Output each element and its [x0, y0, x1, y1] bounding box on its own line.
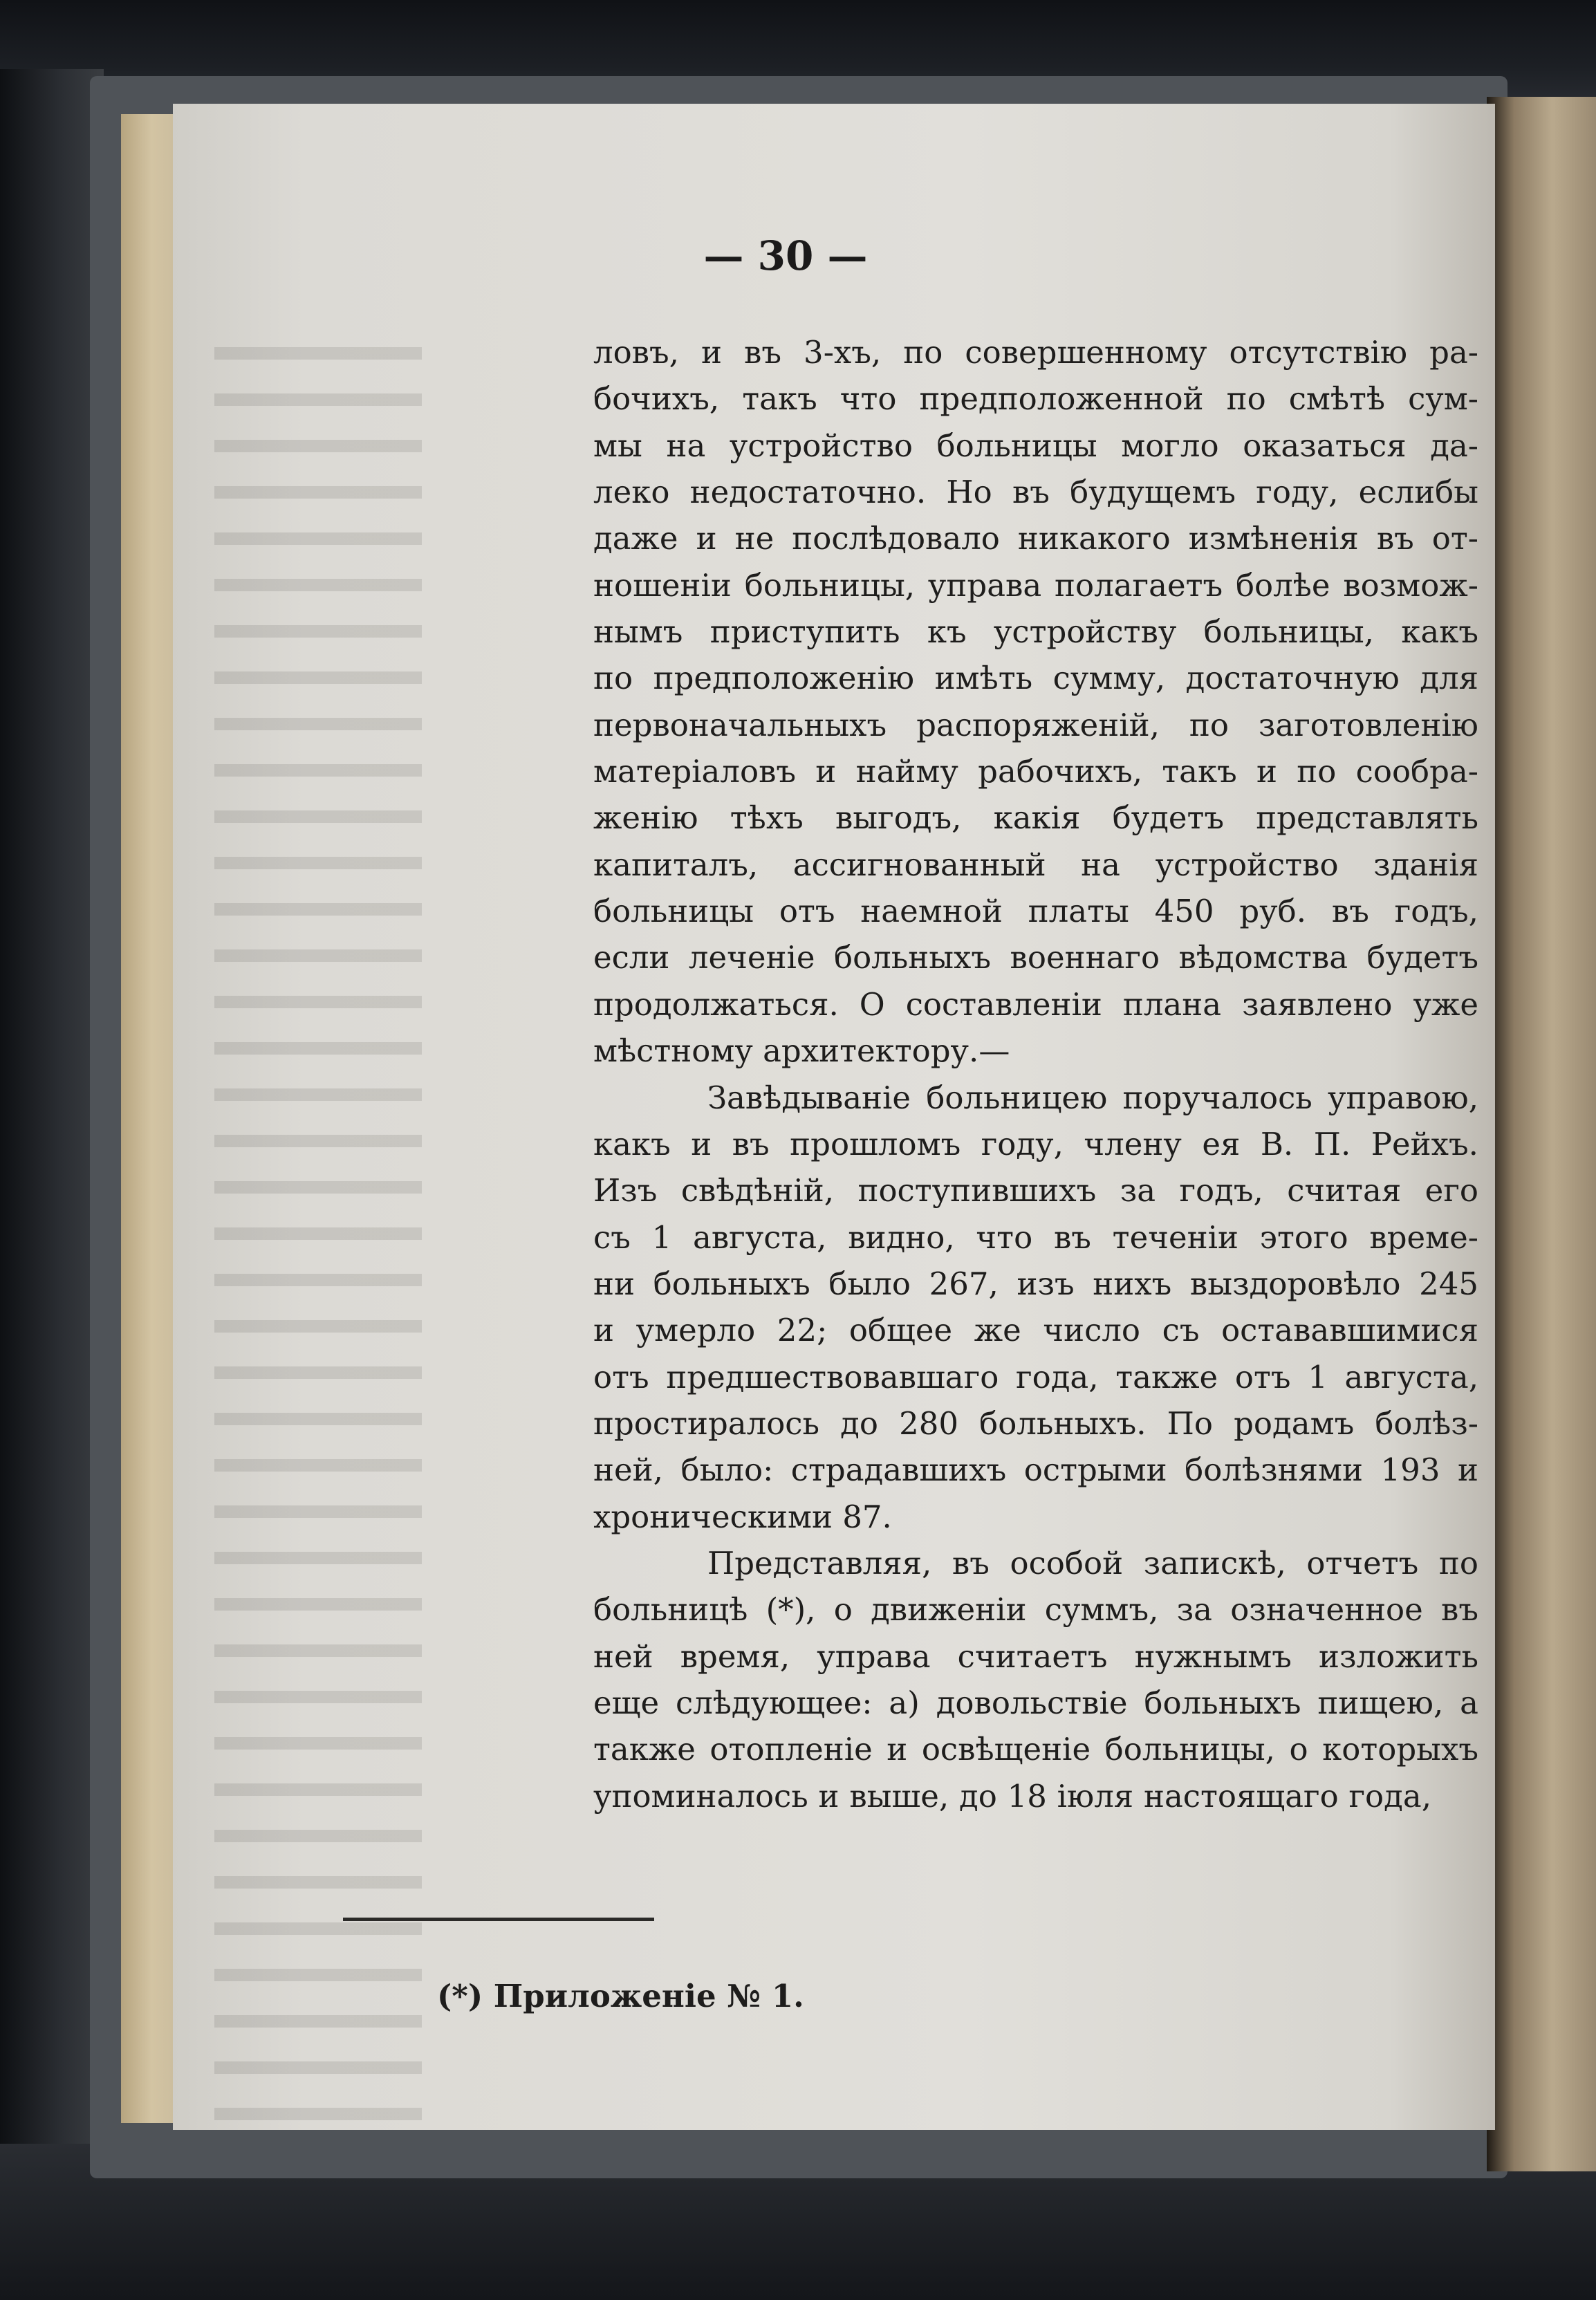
text-line: ловъ, и въ 3-хъ, по совершенному отсутствію ра- — [593, 334, 1478, 371]
text-line: женію тѣхъ выгодъ, какія будетъ представлять — [593, 799, 1478, 837]
text-line: съ 1 августа, видно, что въ теченіи этого време- — [593, 1218, 1478, 1256]
facing-page-edge — [1487, 97, 1596, 2171]
text-line: ней время, управа считаетъ нужнымъ изложить — [593, 1638, 1478, 1675]
text-line: матеріаловъ и найму рабочихъ, такъ и по сообра- — [593, 753, 1478, 790]
text-line: и умерло 22; общее же число съ остававшимися — [593, 1312, 1478, 1349]
text-line: бочихъ, такъ что предположенной по смѣтѣ сум- — [593, 380, 1478, 418]
text-line: ней, было: страдавшихъ острыми болѣзнями 193 и — [593, 1452, 1478, 1489]
text-line: ни больныхъ было 267, изъ нихъ выздоровѣло 245 — [593, 1265, 1478, 1302]
text-line: отъ предшествовавшаго года, также отъ 1 августа, — [593, 1358, 1478, 1395]
text-line: простиралось до 280 больныхъ. По родамъ болѣз- — [593, 1404, 1478, 1442]
footnote-rule — [343, 1918, 654, 1921]
text-line: также отопленіе и освѣщеніе больницы, о которыхъ — [593, 1731, 1478, 1768]
text-line: если леченіе больныхъ военнаго вѣдомства будетъ — [593, 939, 1478, 976]
text-line: мѣстному архитектору.— — [593, 1032, 1010, 1070]
text-line: нымъ приступить къ устройству больницы, какъ — [593, 613, 1478, 651]
text-line: капиталъ, ассигнованный на устройство зданія — [593, 846, 1478, 883]
body-text — [593, 329, 1478, 1819]
book-cover-left — [0, 69, 104, 2300]
text-line: Изъ свѣдѣній, поступившихъ за годъ, считая его — [593, 1172, 1478, 1209]
text-line: еще слѣдующее: а) довольствіе больныхъ пищею, а — [593, 1684, 1478, 1721]
text-line: больницѣ (*), о движеніи суммъ, за означенное въ — [593, 1591, 1478, 1629]
text-line: леко недостаточно. Но въ будущемъ году, еслибы — [593, 474, 1478, 511]
text-line: ношеніи больницы, управа полагаетъ болѣе возмож- — [593, 566, 1478, 604]
text-line: какъ и въ прошломъ году, члену ея В. П. Рейхъ. — [593, 1125, 1478, 1162]
show-through-text — [214, 332, 422, 2130]
text-line: продолжаться. О составленіи плана заявлено уже — [593, 985, 1478, 1023]
text-line: Представляя, въ особой запискѣ, отчетъ по — [707, 1544, 1478, 1582]
footnote: (*) Приложеніе № 1. — [437, 1978, 804, 2014]
text-line: даже и не послѣдовало никакого измѣненія въ от- — [593, 520, 1478, 557]
text-line: первоначальныхъ распоряженій, по заготовленію — [593, 706, 1478, 743]
text-line: хроническими 87. — [593, 1498, 892, 1535]
page-number: — 30 — — [703, 232, 868, 279]
text-line: мы на устройство больницы могло оказаться да- — [593, 427, 1478, 464]
text-line: упоминалось и выше, до 18 іюля настоящаго года, — [593, 1777, 1431, 1815]
text-line: больницы отъ наемной платы 450 руб. въ годъ, — [593, 893, 1478, 930]
text-line: Завѣдываніе больницею поручалось управою, — [707, 1079, 1478, 1116]
text-line: по предположенію имѣть сумму, достаточную для — [593, 660, 1478, 697]
page-stack-edge — [121, 114, 176, 2123]
